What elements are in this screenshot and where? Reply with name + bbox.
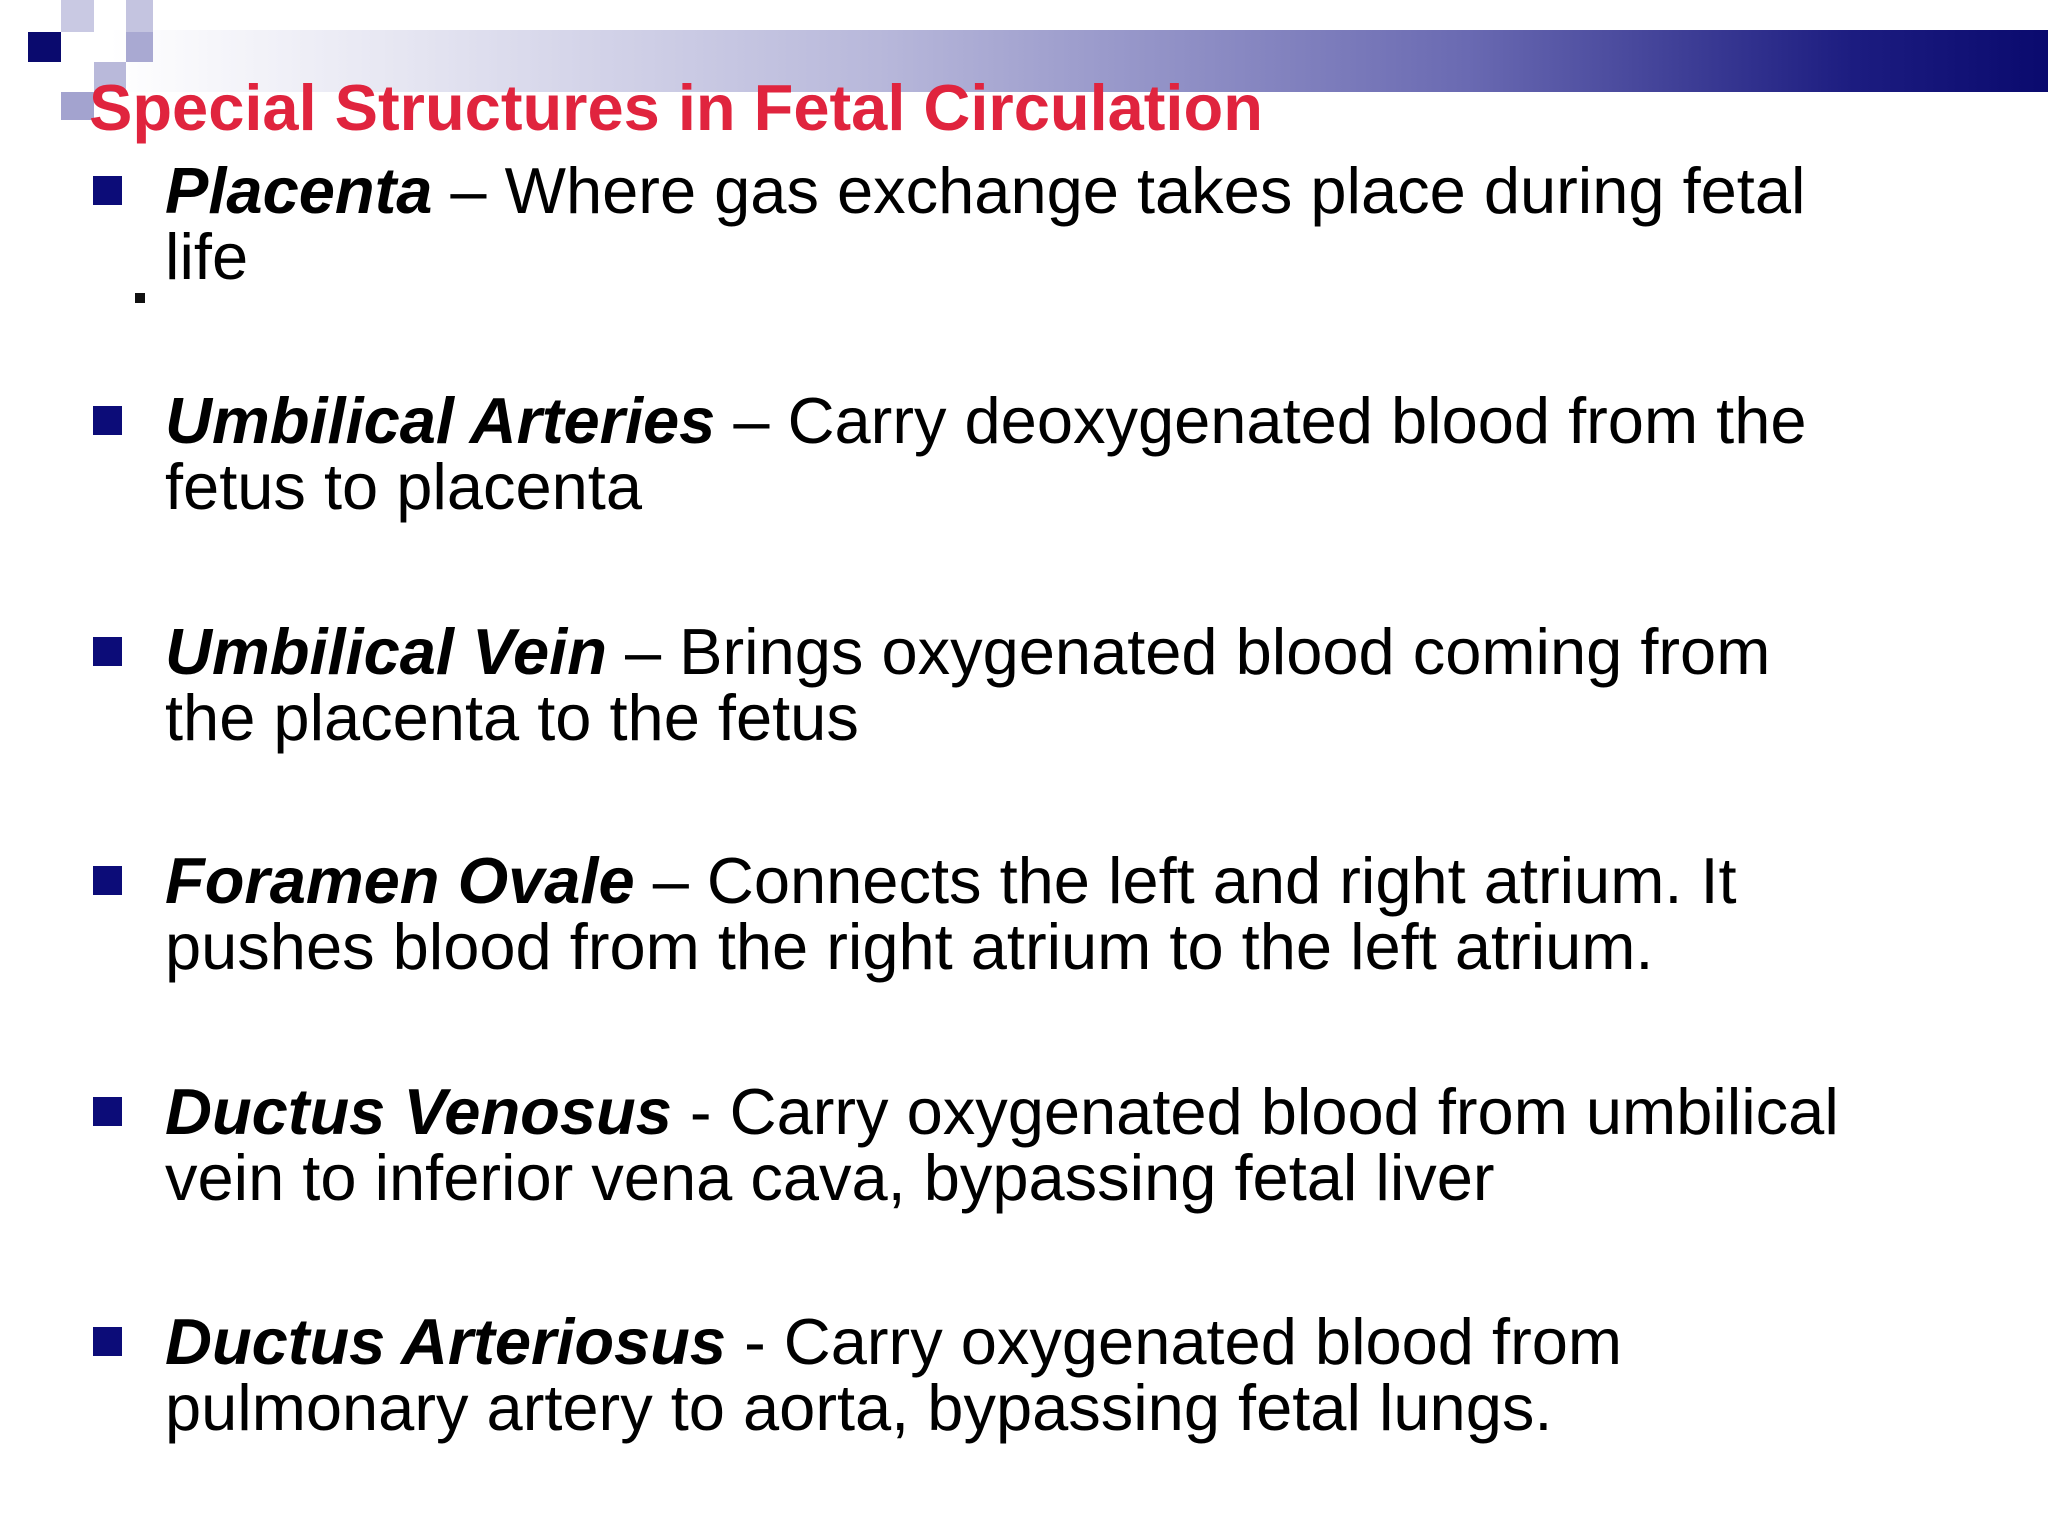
bullet-line-1: [165, 615, 1955, 688]
list-item-umbilical-vein: [165, 615, 1955, 754]
header-square-decoration: [126, 32, 153, 62]
square-bullet-icon: [93, 866, 122, 895]
bullet-text: – Carry deoxygenated blood from the: [715, 384, 1807, 457]
bullet-line-2: the placenta to the fetus: [165, 681, 859, 754]
square-bullet-icon: [93, 1097, 122, 1126]
square-bullet-icon: [93, 406, 122, 435]
bullet-line-1: [165, 154, 1955, 227]
bullet-text: - Carry oxygenated blood from umbilical: [671, 1075, 1839, 1148]
bullet-term: Placenta: [165, 154, 433, 227]
header-square-decoration: [126, 0, 153, 32]
square-bullet-icon: [93, 637, 122, 666]
bullet-line-2: pulmonary artery to aorta, bypassing fetal lungs.: [165, 1371, 1553, 1444]
list-item-ductus-arteriosus: [165, 1305, 1955, 1444]
header-square-decoration: [28, 32, 61, 62]
list-item-ductus-venosus: [165, 1075, 1955, 1214]
list-item-placenta: [165, 154, 1955, 293]
square-bullet-icon: [93, 176, 122, 205]
bullet-text: – Where gas exchange takes place during fetal: [432, 154, 1806, 227]
bullet-term: Ductus Venosus: [165, 1075, 672, 1148]
square-bullet-icon: [93, 1327, 122, 1356]
bullet-line-2: vein to inferior vena cava, bypassing fetal liver: [165, 1141, 1495, 1214]
bullet-text: - Carry oxygenated blood from: [726, 1305, 1623, 1378]
bullet-line-1: [165, 1305, 1955, 1378]
bullet-term: Umbilical Vein: [165, 615, 607, 688]
bullet-text: – Brings oxygenated blood coming from: [606, 615, 1771, 688]
bullet-term: Foramen Ovale: [165, 844, 635, 917]
bullet-line-2: fetus to placenta: [165, 450, 642, 523]
bullet-line-2: pushes blood from the right atrium to the left atrium.: [165, 910, 1654, 983]
bullet-line-1: [165, 844, 1955, 917]
list-item-umbilical-arteries: [165, 384, 1955, 523]
stray-dot-mark: [135, 293, 145, 303]
list-item-foramen-ovale: [165, 844, 1955, 983]
bullet-term: Ductus Arteriosus: [165, 1305, 727, 1378]
bullet-text: – Connects the left and right atrium. It: [634, 844, 1737, 917]
bullet-term: Umbilical Arteries: [165, 384, 716, 457]
bullet-line-1: [165, 384, 1955, 457]
header-square-decoration: [61, 0, 94, 32]
slide-title: Special Structures in Fetal Circulation: [89, 71, 1263, 144]
bullet-line-2: life: [165, 220, 249, 293]
bullet-line-1: [165, 1075, 1955, 1148]
